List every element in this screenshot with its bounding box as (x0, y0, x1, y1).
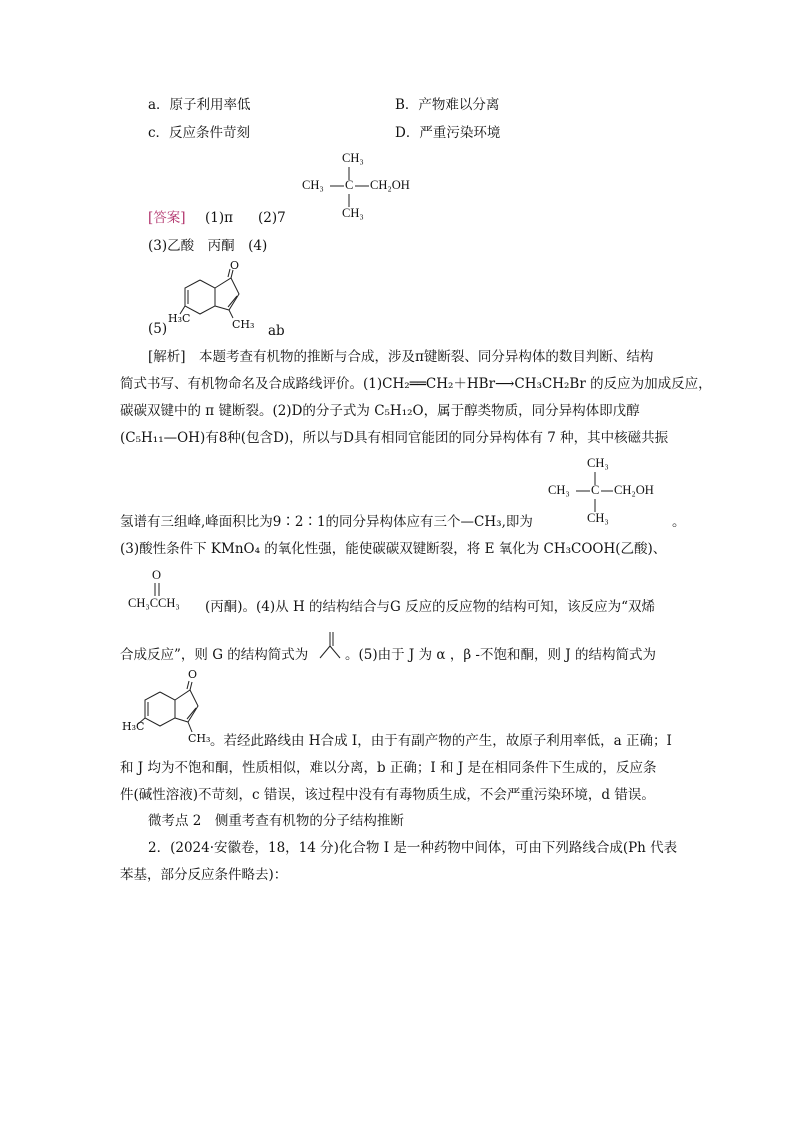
ch3-left: CH₃ (548, 483, 570, 497)
question2-line2: 苯基，部分反应条件略去)： (120, 867, 288, 883)
o-label: O (230, 259, 240, 272)
c-center: C (345, 178, 354, 192)
analysis-line8a: 合成反应”，则 G 的结构简式为 (120, 647, 309, 663)
option-b: B．产物难以分离 (395, 97, 500, 113)
answer-part1: (1)π (205, 210, 233, 226)
question2-line1: 2．(2024·安徽卷，18，14 分)化合物 I 是一种药物中间体，可由下列路线合成(Ph 代表 (148, 840, 678, 856)
ch3-bottom: CH₃ (342, 206, 364, 220)
ch3-top: CH₃ (587, 456, 609, 470)
ch3-top: CH₃ (342, 151, 364, 165)
answer-line2: (3)乙酸 丙酮 (4) (148, 238, 268, 254)
analysis-line7: (丙酮)。(4)从 H 的结构结合与G 反应的反应物的结构可知，该反应为“双烯 (205, 599, 655, 615)
ch3-left: CH₃ (302, 178, 324, 192)
answer-label: [答案] (148, 210, 186, 226)
option-d: D．严重污染环境 (395, 125, 501, 141)
analysis-line8b: 。(5)由于 J 为 α ，β -不饱和酮，则 J 的结构简式为 (345, 647, 656, 663)
section-heading: 微考点 2 侧重考查有机物的分子结构推断 (148, 813, 404, 829)
ch3-label: CH₃ (232, 318, 255, 331)
answer-part5-choice: ab (268, 323, 285, 339)
option-c: c．反应条件苛刻 (148, 125, 251, 141)
analysis-line1: [解析] 本题考查有机物的推断与合成，涉及π键断裂、同分异构体的数目判断、结构 (148, 349, 654, 365)
analysis-line10: 和 J 均为不饱和酮，性质相似，难以分离，b 正确；I 和 J 是在相同条件下生成的，反应条 (120, 760, 657, 776)
analysis-line2: 简式书写、有机物命名及合成路线评价。(1)CH₂══CH₂＋HBr⟶CH₃CH₂Br 的反应为加成反应， (120, 376, 712, 392)
c-center: C (591, 483, 600, 497)
ch2oh: CH₂OH (370, 178, 410, 192)
analysis-line5: 氢谱有三组峰,峰面积比为9∶2∶1的同分异构体应有三个—CH₃,即为 (120, 514, 533, 530)
analysis-line3: 碳碳双键中的 π 键断裂。(2)D的分子式为 C₅H₁₂O，属于醇类物质，同分异构体即戊醇 (120, 403, 640, 419)
analysis-line11: 件(碱性溶液)不苛刻，c 错误，该过程中没有有毒物质生成，不会严重污染环境，d 错误。 (120, 787, 655, 803)
analysis-line6: (3)酸性条件下 KMnO₄ 的氧化性强，能使碳碳双键断裂，将 E 氧化为 CH₃COOH(乙酸)、 (120, 541, 667, 557)
diene-skeletal-icon (315, 630, 345, 662)
ch2oh: CH₂OH (614, 483, 654, 497)
h3c-label: H₃C (122, 720, 145, 733)
o-label: O (152, 568, 162, 582)
o-label: O (188, 668, 198, 681)
ch3-bottom: CH₃ (587, 511, 609, 525)
analysis-line5-end: 。 (672, 514, 686, 530)
analysis-line4: (C₅H₁₁—OH)有8种(包含D)，所以与D具有相同官能团的同分异构体有 7 种，其中核磁共振 (120, 430, 669, 446)
acetone-formula: CH₃CCH₃ (128, 596, 180, 610)
ch3-label: CH₃ (188, 732, 211, 745)
h3c-label: H₃C (168, 312, 191, 325)
answer-part5-label: (5) (148, 321, 168, 337)
option-a: a．原子利用率低 (148, 97, 251, 113)
analysis-line9: 。若经此路线由 H合成 I，由于有副产物的产生，故原子利用率低，a 正确；I (210, 733, 672, 749)
answer-part2: (2)7 (258, 210, 286, 226)
